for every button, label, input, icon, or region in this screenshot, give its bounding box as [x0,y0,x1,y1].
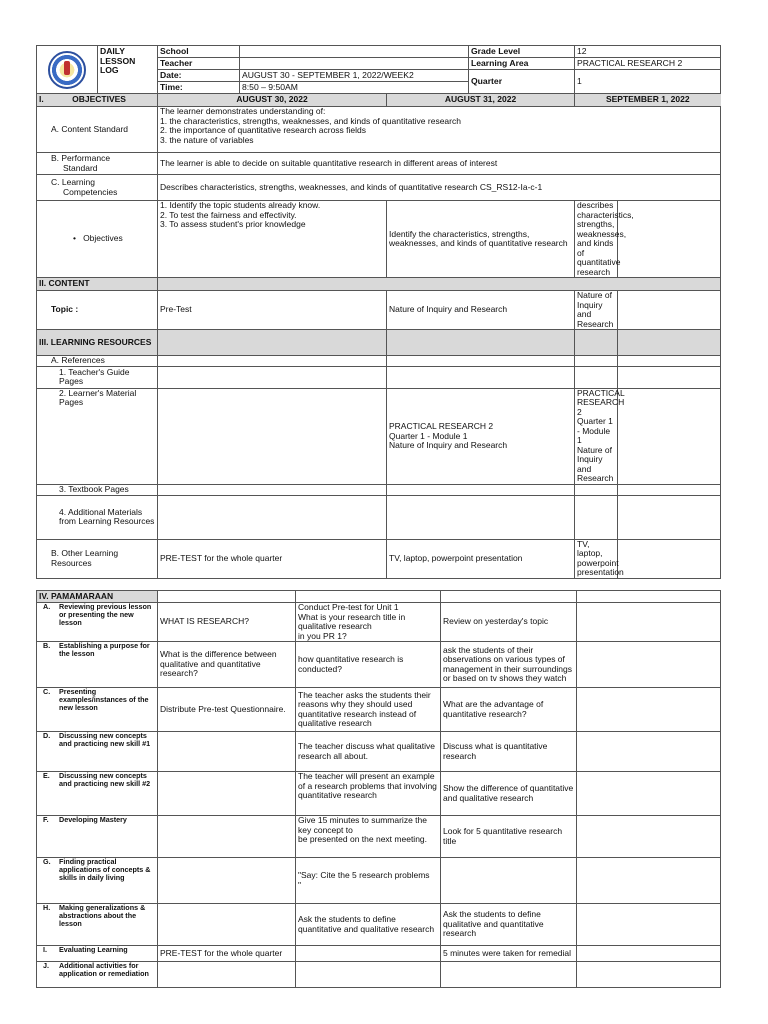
objective-item: 2. To test the fairness and effectivity. [160,209,297,220]
procedures-fill [577,591,721,603]
procedure-day3: Ask the students to define qualitative and quantitative research [441,904,577,946]
procedure-letter: D. [43,731,51,741]
procedure-label-text: Reviewing previous lesson or presenting the new lesson [59,602,152,627]
cell-empty [158,388,387,484]
procedure-day3: What are the advantage of quantitative research? [441,688,577,732]
procedure-day1: PRE-TEST for the whole quarter [158,946,296,962]
cell-empty [158,366,387,388]
objective-item: 3. To assess student's prior knowledge [160,219,306,230]
procedure-row [37,732,721,772]
procedure-letter: H. [43,903,51,913]
procedure-day3 [441,962,577,988]
cell-empty [618,495,721,539]
procedure-extra [577,688,721,732]
procedures-fill [441,591,577,603]
label-line: Standard [63,162,98,173]
textbook-label: 3. Textbook Pages [37,484,158,495]
objectives-day3: describes characteristics, strengths, weaknesses, and kinds of quantitative research [575,201,618,278]
learners-material-day3 [575,387,625,484]
teacher-value [240,58,469,70]
cell-empty [387,356,575,367]
procedure-day2 [296,962,441,988]
deped-seal-icon [48,51,86,89]
objectives-day1 [158,201,387,278]
learning-area-value: PRACTICAL RESEARCH 2 [575,58,721,70]
procedure-label-text: Discussing new concepts and practicing new skill #1 [59,731,151,748]
performance-standard-value: The learner is able to decide on suitable quantitative research in different areas of interest [158,153,721,175]
dll-title-line: LOG [100,65,119,76]
procedure-label [37,688,158,732]
procedure-row [37,642,721,688]
quarter-value: 1 [575,70,721,94]
procedure-label [37,816,158,858]
procedures-body [37,603,721,988]
procedure-day2: "Say: Cite the 5 research problems " [296,858,441,904]
procedure-row [37,816,721,858]
content-standard-line: 2. the importance of quantitative research across fields [160,125,366,136]
procedure-day2: The teacher asks the students their reasons why they should used quantitative research instead of qualitative research [296,688,441,732]
other-resources-label: B. Other Learning Resources [37,539,158,578]
learners-material-label: 2. Learner's Material Pages [37,388,158,484]
procedure-letter: I. [43,945,47,955]
content-standard-line: 1. the characteristics, strengths, weaknesses, and kinds of quantitative research [160,115,461,126]
procedure-extra [577,946,721,962]
procedure-label-text: Finding practical applications of concepts & skills in daily living [59,857,151,882]
procedure-letter: G. [43,857,51,867]
procedure-row [37,603,721,642]
teacher-label: Teacher [158,58,240,70]
procedure-day1 [158,816,296,858]
procedure-extra [577,603,721,642]
procedure-letter: F. [43,815,49,825]
procedure-day2 [296,946,441,962]
procedure-label-text: Evaluating Learning [59,945,128,955]
procedure-row [37,904,721,946]
procedure-day2: how quantitative research is conducted? [296,642,441,688]
procedure-row [37,858,721,904]
cell-empty [575,484,618,495]
day2-header: AUGUST 31, 2022 [387,94,575,107]
procedure-day3: Look for 5 quantitative research title [441,816,577,858]
day1-header: AUGUST 30, 2022 [158,94,387,107]
material-line: Nature of Inquiry and Research [577,444,614,484]
resources-fill [387,330,575,356]
material-line: Quarter 1 - Module 1 [577,416,613,446]
grade-level-value: 12 [575,46,721,58]
procedure-day1: WHAT IS RESEARCH? [158,603,296,642]
procedure-day3: 5 minutes were taken for remedial [441,946,577,962]
procedure-label-text: Establishing a purpose for the lesson [59,641,150,658]
procedure-day1: What is the difference between qualitative and quantitative research? [158,642,296,688]
cell-empty [575,366,618,388]
procedure-extra [577,642,721,688]
procedure-extra [577,732,721,772]
topic-day2: Nature of Inquiry and Research [387,291,575,330]
section-content-fill [158,278,721,291]
material-line: Nature of Inquiry and Research [389,440,508,451]
section-number: I. [39,94,44,105]
cell-empty [618,366,721,388]
cell-empty [575,495,618,539]
content-standard-line: 3. the nature of variables [160,134,254,145]
dll-title-line: DAILY [100,46,125,56]
objectives-label: • Objectives [37,201,158,278]
procedure-extra [577,816,721,858]
other-resources-day1: PRE-TEST for the whole quarter [158,539,387,578]
procedure-row [37,946,721,962]
learning-area-label: Learning Area [469,58,575,70]
lesson-log-table-top [36,45,721,579]
time-value: 8:50 – 9:50AM [240,82,469,94]
objective-item: 1. Identify the topic students already know. [160,200,321,210]
procedures-table [36,590,721,988]
resources-fill [575,330,618,356]
procedure-row [37,688,721,732]
references-label: A. References [37,356,158,367]
school-label: School [158,46,240,58]
procedure-extra [577,772,721,816]
cell-empty [618,388,721,484]
label-line: C. Learning [51,176,95,187]
material-line: PRACTICAL RESEARCH 2 [389,421,494,431]
topic-day1: Pre-Test [158,291,387,330]
learning-competencies-value: Describes characteristics, strengths, weaknesses, and kinds of quantitative research CS_RS12-Ia-c-1 [158,175,721,201]
procedures-fill [296,591,441,603]
school-value [240,46,469,58]
section-content-heading: II. CONTENT [37,278,158,291]
topic-label: Topic : [37,291,158,330]
resources-fill [158,330,387,356]
cell-empty [618,356,721,367]
procedure-row [37,772,721,816]
procedure-label-text: Developing Mastery [59,815,127,825]
procedure-label-text: Presenting examples/instances of the new lesson [59,687,149,712]
cell-empty [575,356,618,367]
cell-empty [618,539,721,578]
procedure-letter: C. [43,687,51,697]
procedure-day2: The teacher will present an example of a research problems that involving quantitative research [296,772,441,816]
section-title: OBJECTIVES [72,94,126,105]
procedure-day2: The teacher discuss what qualitative research all about. [296,732,441,772]
procedure-day2: Conduct Pre-test for Unit 1 What is your research title in qualitative research in you PR 1? [296,603,441,642]
cell-empty [158,356,387,367]
procedure-label [37,772,158,816]
cell-empty [387,484,575,495]
procedure-label-text: Additional activities for application or remediation [59,961,149,978]
cell-empty [618,484,721,495]
section-resources-heading: III. LEARNING RESOURCES [37,330,158,356]
procedure-extra [577,962,721,988]
content-standard-label: A. Content Standard [37,107,158,153]
procedures-fill [158,591,296,603]
procedure-day2: Give 15 minutes to summarize the key concept to be presented on the next meeting. [296,816,441,858]
procedure-letter: A. [43,602,51,611]
section-procedures-heading: IV. PAMAMARAAN [37,591,158,603]
procedure-day1 [158,732,296,772]
date-value: AUGUST 30 - SEPTEMBER 1, 2022/WEEK2 [240,70,469,82]
procedure-label [37,642,158,688]
material-line: Quarter 1 - Module 1 [389,430,468,441]
procedure-extra [577,904,721,946]
procedure-label [37,858,158,904]
dll-title-line: LESSON [100,55,136,66]
cell-empty [158,495,387,539]
label-line: Competencies [63,186,118,197]
learning-competencies-label [37,175,158,201]
cell-empty [387,495,575,539]
procedure-label [37,946,158,962]
procedure-day1 [158,858,296,904]
procedure-day1 [158,772,296,816]
content-standard-value [158,107,721,153]
topic-day3: Nature of Inquiry and Research [575,291,618,330]
procedure-label [37,904,158,946]
objectives-label-text: Objectives [83,233,123,244]
procedure-label-text: Discussing new concepts and practicing new skill #2 [59,771,151,788]
procedure-day1 [158,904,296,946]
topic-extra [618,291,721,330]
procedure-day3: Discuss what is quantitative research [441,732,577,772]
teachers-guide-label: 1. Teacher's Guide Pages [37,366,158,388]
cell-empty [158,484,387,495]
time-label: Time: [158,82,240,94]
material-line: PRACTICAL RESEARCH 2 [577,387,625,417]
procedure-day3: Show the difference of quantitative and qualitative research [441,772,577,816]
cell-empty [387,366,575,388]
objectives-day2: Identify the characteristics, strengths, weaknesses, and kinds of quantitative research [387,201,575,278]
procedure-letter: E. [43,771,50,781]
performance-standard-label [37,153,158,175]
learners-material-day2 [387,388,575,484]
quarter-label: Quarter [469,70,575,94]
dll-title [98,46,158,94]
procedure-label-text: Making generalizations & abstractions about the lesson [59,903,146,928]
procedure-day3 [441,858,577,904]
procedure-extra [577,858,721,904]
date-label: Date: [158,70,240,82]
section-objectives-heading [37,94,158,107]
procedure-row [37,962,721,988]
other-resources-day3: TV, laptop, powerpoint presentation [575,539,618,578]
grade-level-label: Grade Level [469,46,575,58]
content-standard-line: The learner demonstrates understanding of: [160,106,326,116]
additional-materials-label: 4. Additional Materials from Learning Resources [37,495,158,539]
procedure-letter: J. [43,961,49,971]
deped-seal [37,46,98,94]
label-line: B. Performance [51,152,111,163]
procedure-day2: Ask the students to define quantitative and qualitative research [296,904,441,946]
procedure-letter: B. [43,641,51,651]
procedure-day1: Distribute Pre-test Questionnaire. [158,688,296,732]
procedure-label [37,732,158,772]
procedure-day1 [158,962,296,988]
procedure-day3: ask the students of their observations on various types of management in their surroundings or based on tv shows they watch [441,642,577,688]
resources-fill [618,330,721,356]
other-resources-day2: TV, laptop, powerpoint presentation [387,539,575,578]
procedure-label [37,962,158,988]
procedure-day3: Review on yesterday's topic [441,603,577,642]
day3-header: SEPTEMBER 1, 2022 [575,94,721,107]
procedure-label [37,603,158,642]
